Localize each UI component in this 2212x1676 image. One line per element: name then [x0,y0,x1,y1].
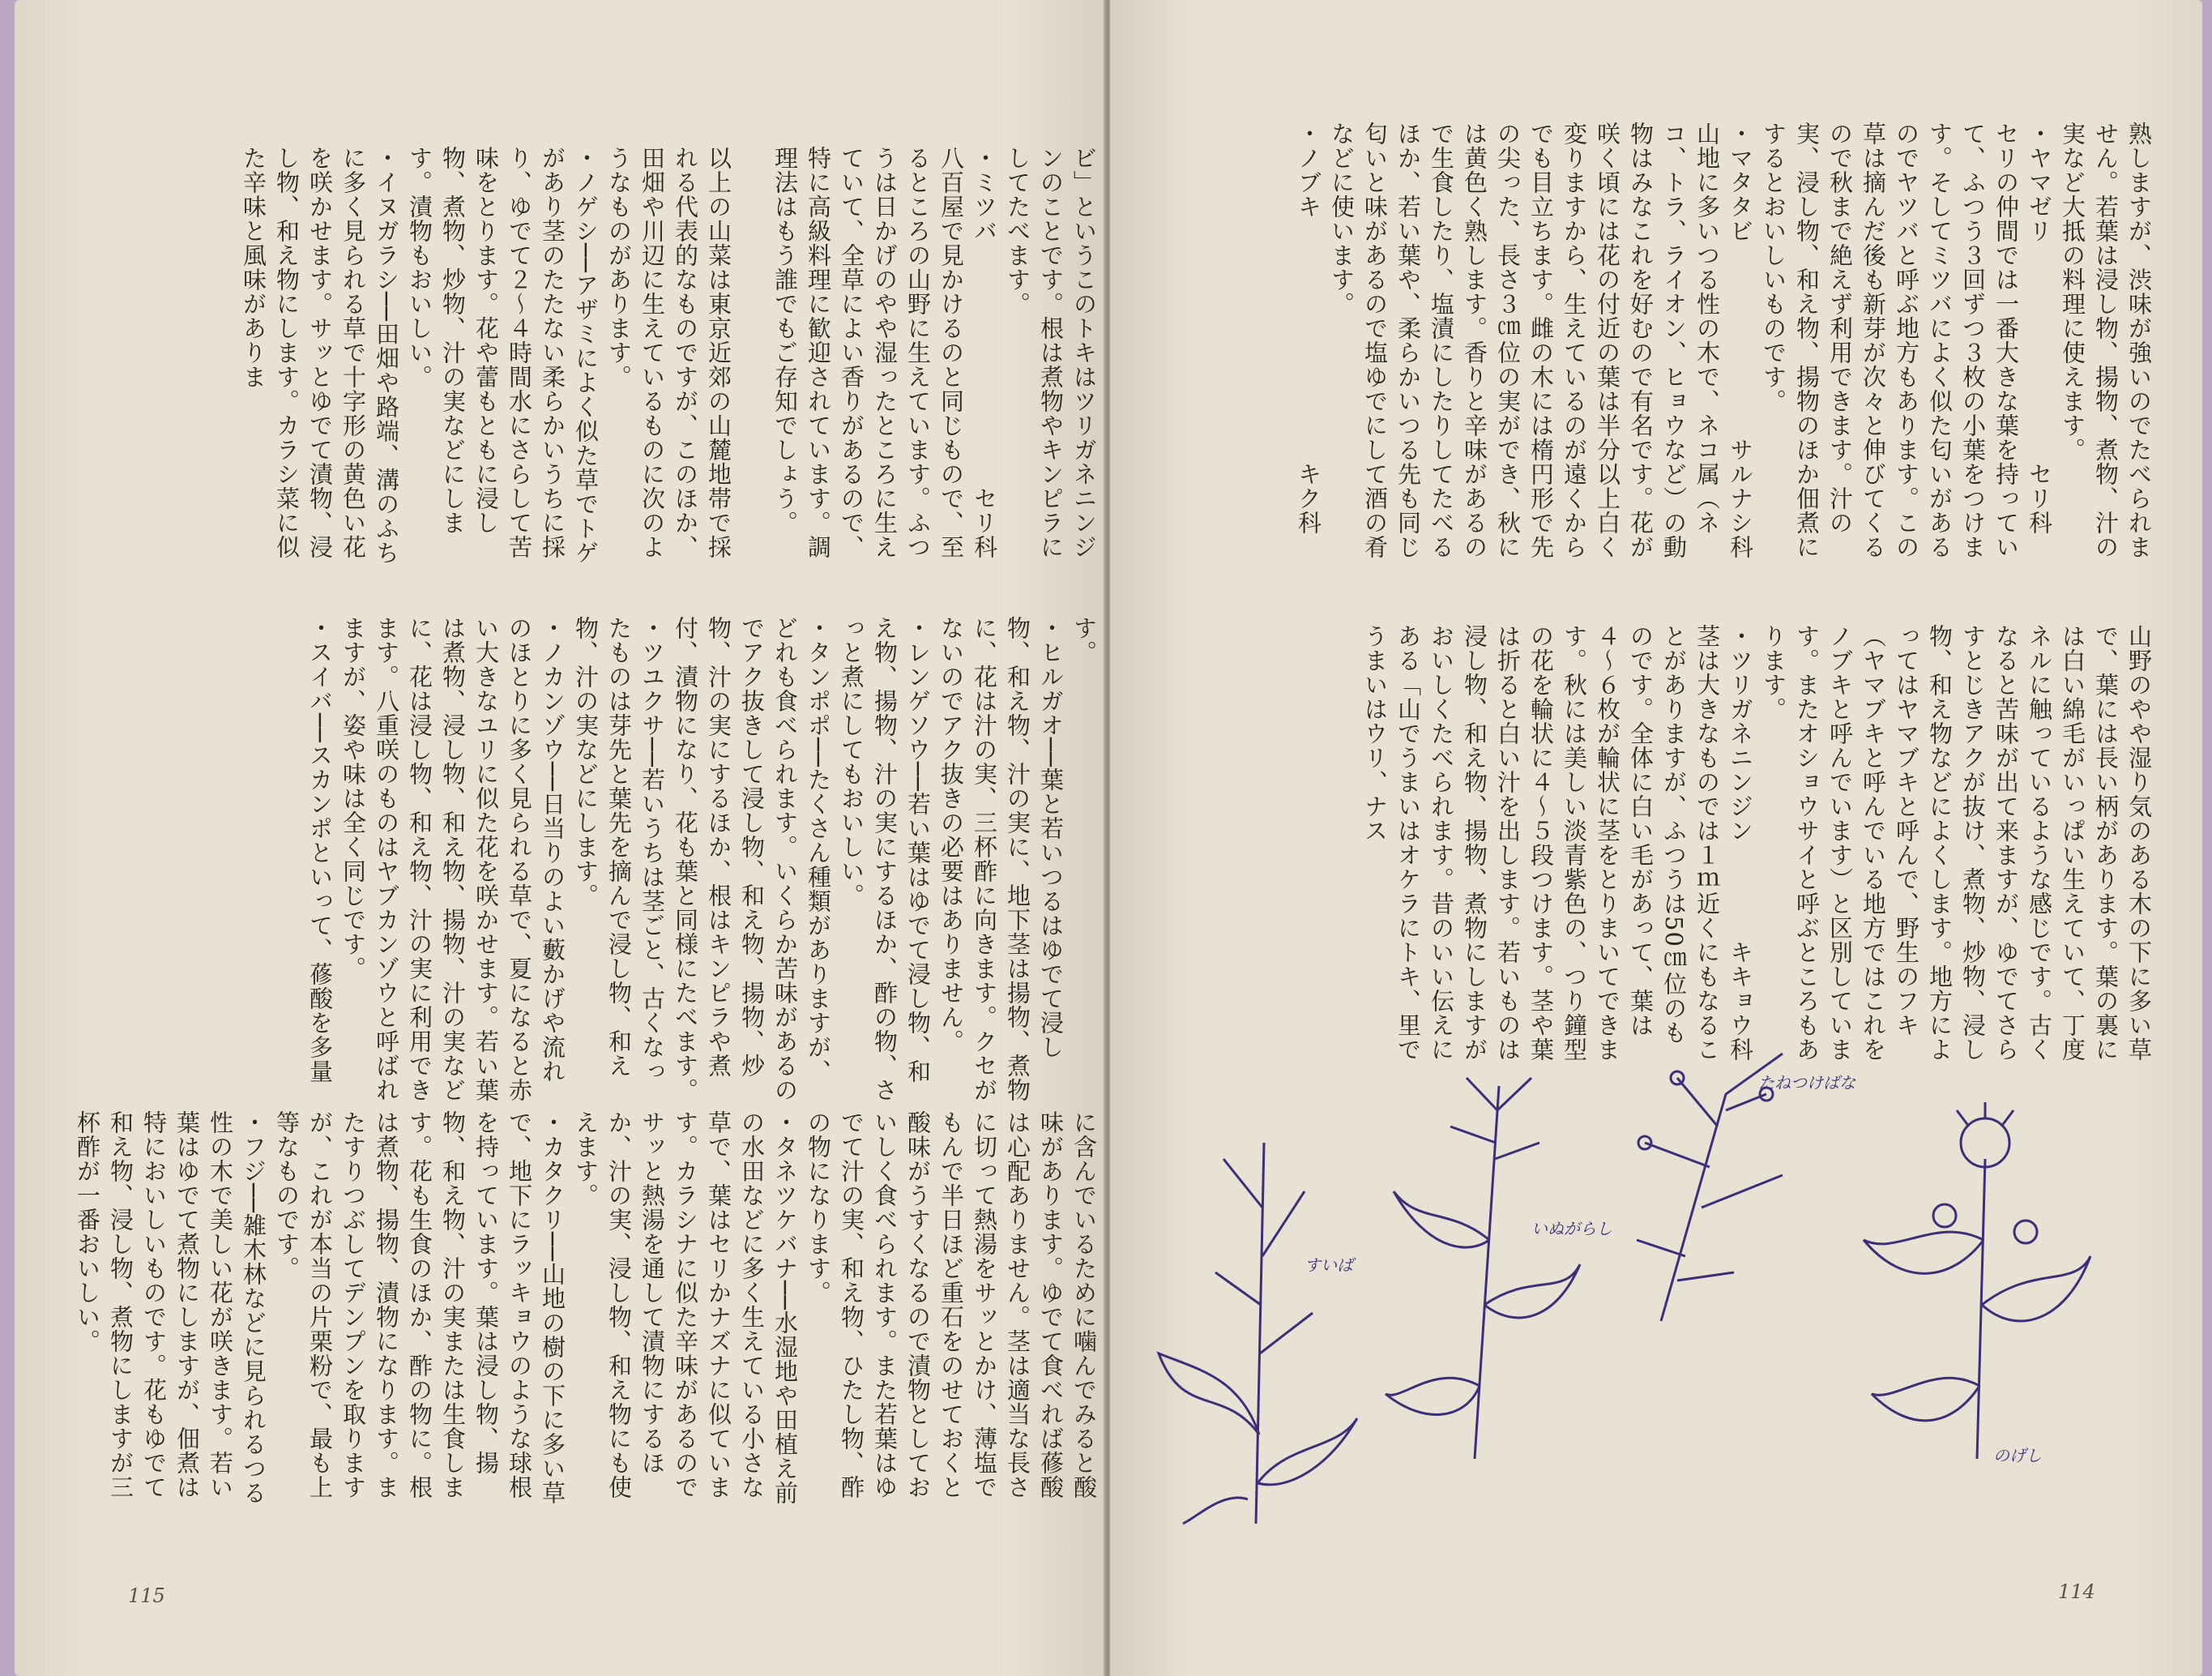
label-sorrel: すいば [1305,1255,1353,1275]
left-page-top-text: ビ」というこのトキはツリガネニンジンのことです。根は煮物やキンピラにしてたべます。 ・ミツバ セリ科 八百屋で見かけるのと同じもので、至るところの山野に生えています。ふつうは日かげのやや湿ったところに生えていて、全草によい香りがあるので、特に高級料理に歓迎されています。調理法はもう誰でもご存知でしょう。 以上の山菜は東京近郊の山麓地帯で採れる代表的なものですが、このほか、田畑や川辺に生えているものに次のようなものがあります。 ・ノゲシ──アザミによく似た草でトゲがあり茎のたたない柔らかいうちに採り、ゆでて２〜４時間水にさらして苦味をとります。花や蕾もともに浸し物、煮物、炒物、汁の実などにします。漬物もおいしい。 ・イヌガラシ──田畑や路端、溝のふちに多く見られる草で十字形の黄色い花を咲かせます。サッとゆでて漬物、浸し物、和え物にします。カラシ菜に似た辛味と風味がありま [240,146,1098,565]
label-nogeshi: のげし [1993,1446,2042,1465]
right-page [1110,0,2202,1676]
sorrel-drawing [1151,1110,1361,1532]
label-tanetsukebana: たねつけばな [1758,1073,1855,1092]
nogeshi-drawing [1847,1094,2099,1467]
right-page-top-text: 熟しますが、渋味が強いのでたべられません。若葉は浸し物、揚物、煮物、汁の実など大抵の料理に使えます。 ・ヤマゼリ セリ科 セリの仲間では一番大きな葉を持っていて、ふつう３回ずつ３枚の小葉をつけます。そしてミツバによく似た匂いがあるのでヤツバと呼ぶ地方もあります。この草は摘んだ後も新芽が次々と伸びてくるので秋まで絶えず利用できます。汁の実、浸し物、和え物、揚物のほか佃煮にするとおいしいものです。 ・マタタビ サルナシ科 山地に多いつる性の木で、ネコ属（ネコ、トラ、ライオン、ヒョウなど）の動物はみなこれを好むので有名です。花が咲く頃には花の付近の葉は半分以上白く変りますから、生えているのが遠くからでも目立ちます。雌の木には楕円形で先の尖った、長さ３㎝位の実ができ、秋には黄色く熟します。香りと辛味があるので生食したり、塩漬にしたりしてたべるほか、若い葉や、柔らかいつる先も同じ匂いと味があるので塩ゆでにして酒の肴などに使います。 ・ノブキ キク科 [1295,122,2153,559]
nogeshi-illustration [1847,1094,2099,1467]
left-page-number: 115 [128,1584,165,1607]
left-page-middle-text: す。 ・ヒルガオ──葉と若いつるはゆでて浸し物、和え物、汁の実に、地下茎は揚物、煮物に、花は汁の実、三杯酢に向きます。クセがないのでアク抜きの必要はありません。 ・レンゲソウ──若い葉はゆでて浸し物、和え物、揚物、汁の実にするほか、酢の物、さっと煮にしてもおいしい。 ・タンポポ──たくさん種類がありますが、どれも食べられます。いくらか苦味があるのでアク抜きして浸し物、和え物、揚物、炒物、汁の実にするほか、根はキンピラや煮付、漬物になり、花も葉と同様にたべます。 ・ツユクサ──若いうちは茎ごと、古くなったものは芽先と葉先を摘んで浸し物、和え物、汁の実などにします。 ・ノカンゾウ──日当りのよい藪かげや流れのほとりに多く見られる草で、夏になると赤い大きなユリに似た花を咲かせます。若い葉は煮物、浸し物、和え物、揚物、汁の実などに、花は浸し物、和え物、汁の実に利用できます。八重咲のものはヤブカンゾウと呼ばれますが、姿や味は全く同じです。 ・スイバ──スカンポといって、蓚酸を多量 [306,616,1098,1102]
right-page-bottom-text: 山野のやや湿り気のある木の下に多い草で、葉には長い柄があります。葉の裏には白い綿毛がいっぱい生えていて、丁度ネルに触っているような感じです。古くなると苦味が出て来ますが、ゆでてさらすとじきアクが抜け、煮物、炒物、浸し物、和え物などによくします。地方によってはヤマブキと呼んで、野生のフキ（ヤマブキと呼んでいる地方ではこれをノブキと呼んでいます）と区別しています。またオショウサイと呼ぶところもあります。 ・ツリガネニンジン キキョウ科 茎は大きなものでは１ｍ近くにもなることがありますが、ふつうは50㎝位のものです。全体に白い毛があって、葉は４〜６枚が輪状に茎をとりまいてできます。秋には美しい淡青紫色の、つり鐘型の花を輪状に４〜５段つけます。茎や葉は折ると白い汁を出します。若いものは浸し物、和え物、揚物、煮物にしますがおいしくたべられます。昔のいい伝えにある「山でうまいはオケラにトキ、里でうまいはウリ、ナス [1361,624,2153,1062]
inugarashi-drawing [1377,1062,1588,1467]
left-page-bottom-text: に含んでいるために噛んでみると酸味があります。ゆでて食べれば蓚酸は心配ありません。茎は適当な長さに切って熱湯をサッとかけ、薄塩でもんで半日ほど重石をのせておくと酸味がうすくなるので漬物としておいしく食べられます。また若葉はゆでて汁の実、和え物、ひたし物、酢の物になります。 ・タネツケバナ──水湿地や田植え前の水田などに多く生えている小さな草で、葉はセリかナズナに似ています。カラシナに似た辛味があるのでサッと熱湯を通して漬物にするほか、汁の実、浸し物、和え物にも使えます。 ・カタクリ──山地の樹の下に多い草で、地下にラッキョウのような球根を持っています。葉は浸し物、揚物、和え物、汁の実または生食します。花も生食のほか、酢の物に。根は煮物、揚物、漬物になります。またすりつぶしてデンプンを取りますが、これが本当の片栗粉で、最も上等なものです。 ・フジ──雑木林などに見られるつる性の木で美しい花が咲きます。若い葉はゆでて煮物にしますが、佃煮は特においしいものです。花もゆでて和え物、浸し物、煮物にしますが三杯酢が一番おいしい。 [74,1110,1098,1505]
label-inugarashi: いぬがらし [1531,1219,1612,1238]
inugarashi-illustration [1377,1062,1588,1467]
left-page [15,0,1105,1676]
right-page-number: 114 [2058,1580,2095,1603]
sorrel-illustration [1151,1110,1361,1532]
